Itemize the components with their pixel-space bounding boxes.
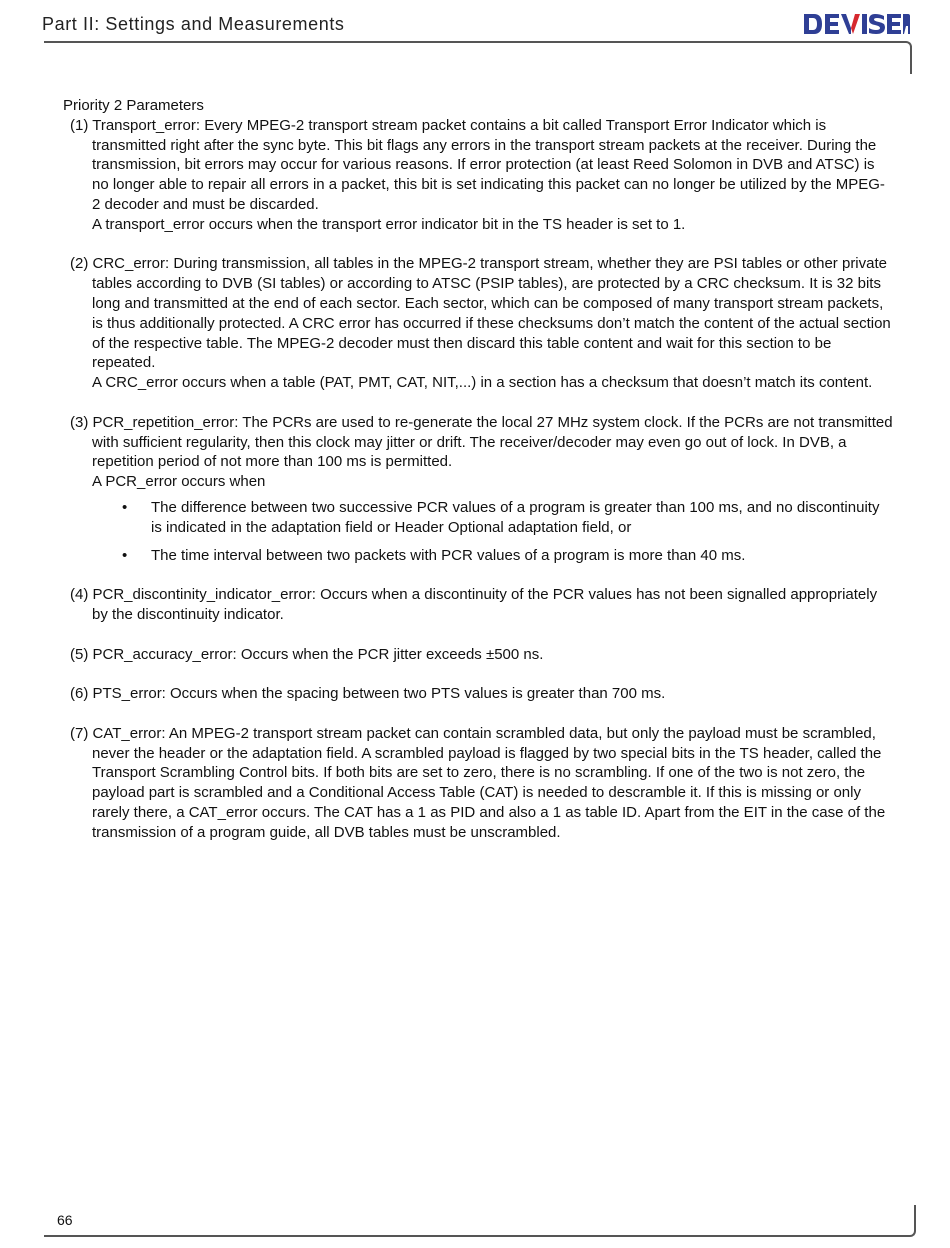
paragraph: A PCR_error occurs when: [92, 473, 266, 491]
bullet-icon: •: [122, 498, 128, 516]
footer-rule: [44, 1205, 916, 1237]
paragraph: (7) CAT_error: An MPEG-2 transport stream packet can contain scrambled data, but only the payload must be scrambled, never the header or the adaptation field. A scrambled payload is flagged by two special bits in the TS header, called the Transport Scrambling Control bits. If both bits are set to zero, there is no scrambling. If one of the two is not zero, the payload part is scrambled and a Conditional Access Table (CAT) is needed to descramble it. If this is missing or only rarely there, a CAT_error occurs. The CAT has a 1 as PID and also a 1 as table ID. Apart from the EIT in the case of the transmission of a program guide, all DVB tables must be unscrambled.: [70, 724, 886, 841]
bullet-list: [92, 498, 893, 565]
deviser-logo: [802, 12, 910, 36]
bullet-text: The difference between two successive PCR values of a program is greater than 100 ms, and no discontinuity is indicated in the adaptation field or Header Optional adaptation field, or: [151, 498, 880, 536]
paragraph: (2) CRC_error: During transmission, all tables in the MPEG-2 transport stream, whether they are PSI tables or other private tables according to DVB (SI tables) or according to ATSC (PSIP tables), are protected by a CRC checksum. It is 32 bits long and transmitted at the end of each sector. Each sector, which can be composed of many transport stream packets, is thus additionally protected. A CRC error has occurred if these checksums don’t match the content of the actual section of the respective table. The MPEG-2 decoder must then discard this table content and wait for this section to be repeated.: [70, 255, 891, 372]
section-heading: Priority 2 Parameters: [63, 97, 204, 114]
page-number: 66: [57, 1212, 73, 1228]
list-item-pcr-discontinuity-error: [63, 585, 893, 625]
paragraph: (5) PCR_accuracy_error: Occurs when the PCR jitter exceeds ±500 ns.: [70, 645, 544, 663]
paragraph: (1) Transport_error: Every MPEG-2 transport stream packet contains a bit called Transport Error Indicator which is transmitted right after the sync byte. This bit flags any errors in the transport stream packets at the receiver. During the transmission, bit errors may occur for various reasons. If error protection (at least Reed Solomon in DVB and ATSC) is no longer able to repair all errors in a packet, this bit is set indicating this packet can no longer be utilized by the MPEG-2 decoder and must be discarded.: [70, 116, 885, 213]
header-rule: [44, 41, 912, 74]
paragraph: (3) PCR_repetition_error: The PCRs are used to re-generate the local 27 MHz system clock. If the PCRs are not transmitted with sufficient regularity, then this clock may jitter or drift. The receiver/decoder may even go out of lock. In DVB, a repetition period of not more than 100 ms is permitted.: [70, 413, 893, 471]
list-item-transport-error: [63, 116, 893, 235]
list-item-pcr-accuracy-error: [63, 645, 893, 665]
paragraph: (4) PCR_discontinity_indicator_error: Occurs when a discontinuity of the PCR values has not been signalled appropriately by the discontinuity indicator.: [70, 586, 878, 623]
bullet-icon: •: [122, 546, 128, 564]
bullet-item: [92, 498, 893, 538]
list-item-pcr-repetition-error: [63, 413, 893, 566]
bullet-item: [92, 546, 893, 566]
list-item-cat-error: [63, 724, 893, 843]
paragraph: A transport_error occurs when the transport error indicator bit in the TS header is set to 1.: [92, 215, 686, 233]
document-body: [63, 96, 893, 862]
list-item-crc-error: [63, 254, 893, 393]
page-header-title: Part II: Settings and Measurements: [42, 14, 345, 34]
bullet-text: The time interval between two packets with PCR values of a program is more than 40 ms.: [151, 546, 746, 564]
paragraph: A CRC_error occurs when a table (PAT, PMT, CAT, NIT,...) in a section has a checksum that doesn’t match its content.: [92, 374, 873, 392]
paragraph: (6) PTS_error: Occurs when the spacing between two PTS values is greater than 700 ms.: [70, 685, 666, 703]
list-item-pts-error: [63, 684, 893, 704]
